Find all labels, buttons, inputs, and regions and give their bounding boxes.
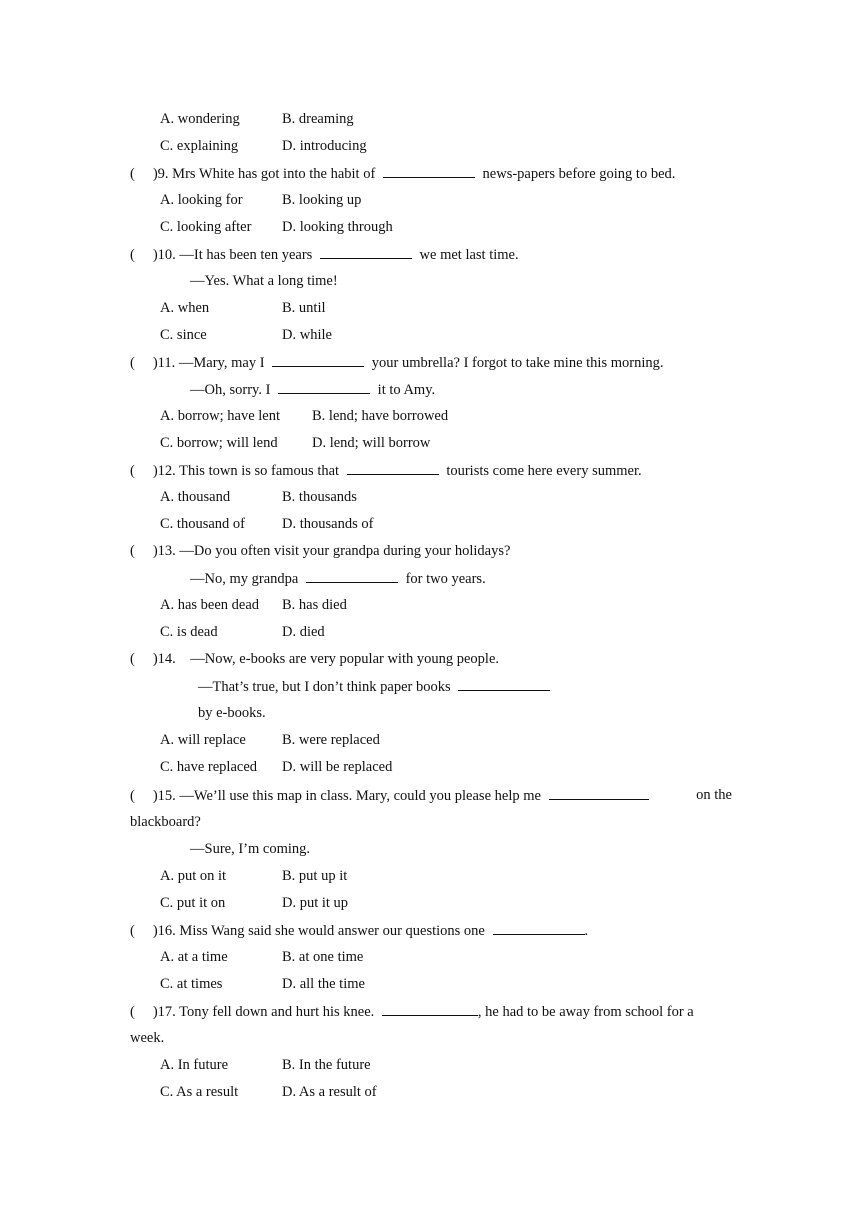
option-a: A. put on it (160, 868, 227, 884)
question-text: on the (696, 787, 732, 803)
question-12-stem (130, 461, 642, 480)
dialogue-reply (198, 677, 554, 696)
question-text: )12. This town is so famous that (152, 463, 340, 479)
option-c: C. put it on (160, 895, 226, 911)
option-c: C. looking after (160, 219, 252, 235)
reply-text: —No, my grandpa (190, 571, 299, 587)
reply-text: it to Amy. (377, 382, 436, 398)
option-a: A. when (160, 300, 210, 316)
option-d: D. introducing (282, 138, 367, 154)
option-b: B. at one time (282, 949, 364, 965)
option-b: B. were replaced (282, 732, 380, 748)
answer-blank (306, 569, 398, 583)
option-b: B. lend; have borrowed (312, 408, 449, 424)
answer-blank (272, 353, 364, 367)
question-14-stem (130, 650, 499, 668)
question-11-stem (130, 353, 663, 372)
question-text: )9. Mrs White has got into the habit of (152, 166, 376, 182)
answer-paren: ( (130, 463, 135, 479)
option-c: C. explaining (160, 138, 239, 154)
option-d: D. will be replaced (282, 759, 393, 775)
option-a: A. looking for (160, 192, 243, 208)
question-15-stem (130, 786, 732, 805)
question-text: news-papers before going to bed. (482, 166, 676, 182)
question-text: )11. —Mary, may I (152, 355, 265, 371)
dialogue-reply: —Yes. What a long time! (190, 273, 338, 289)
option-b: B. until (282, 300, 326, 316)
option-c: C. borrow; will lend (160, 435, 278, 451)
dialogue-reply (190, 380, 435, 399)
option-b: B. In the future (282, 1057, 371, 1073)
option-a: A. at a time (160, 949, 228, 965)
question-17-continuation: week. (130, 1030, 165, 1046)
answer-paren: ( (130, 355, 135, 371)
question-text: your umbrella? I forgot to take mine this morning. (371, 355, 664, 371)
answer-blank (382, 1002, 478, 1016)
option-a: A. has been dead (160, 597, 260, 613)
question-text: , he had to be away from school for a (477, 1004, 694, 1020)
option-d: D. lend; will borrow (312, 435, 431, 451)
question-text: )14. —Now, e-books are very popular with young people. (152, 651, 500, 667)
option-a: A. borrow; have lent (160, 408, 280, 424)
question-10-stem (130, 245, 519, 264)
option-b: B. has died (282, 597, 347, 613)
answer-paren: ( (130, 543, 135, 559)
option-d: D. died (282, 624, 325, 640)
question-text: tourists come here every summer. (446, 463, 642, 479)
answer-blank (320, 245, 412, 259)
reply-text: —That’s true, but I don’t think paper books (198, 679, 451, 695)
option-c: C. As a result (160, 1084, 239, 1100)
dialogue-reply-continuation: by e-books. (198, 705, 266, 721)
answer-blank (347, 461, 439, 475)
question-9-stem (130, 164, 675, 183)
question-13-stem (130, 542, 510, 560)
option-d: D. As a result of (282, 1084, 377, 1100)
answer-blank (493, 921, 585, 935)
question-text: )17. Tony fell down and hurt his knee. (152, 1004, 375, 1020)
option-d: D. put it up (282, 895, 349, 911)
question-text: )16. Miss Wang said she would answer our questions one (152, 923, 485, 939)
option-b: B. dreaming (282, 111, 354, 127)
dialogue-reply: —Sure, I’m coming. (190, 841, 311, 857)
question-15-continuation: blackboard? (130, 814, 201, 830)
question-17-stem (130, 1002, 732, 1021)
answer-paren: ( (130, 788, 135, 804)
option-c: C. since (160, 327, 207, 343)
answer-paren: ( (130, 1004, 135, 1020)
question-text: we met last time. (419, 247, 519, 263)
answer-paren: ( (130, 166, 135, 182)
question-text: . (584, 923, 589, 939)
answer-blank (458, 677, 550, 691)
question-text: )10. —It has been ten years (152, 247, 313, 263)
option-d: D. thousands of (282, 516, 374, 532)
option-a: A. wondering (160, 111, 240, 127)
question-16-stem (130, 921, 588, 940)
option-d: D. looking through (282, 219, 393, 235)
option-c: C. have replaced (160, 759, 258, 775)
answer-blank (383, 164, 475, 178)
option-a: A. In future (160, 1057, 229, 1073)
option-b: B. thousands (282, 489, 357, 505)
option-a: A. thousand (160, 489, 231, 505)
answer-paren: ( (130, 651, 135, 667)
option-d: D. while (282, 327, 332, 343)
option-a: A. will replace (160, 732, 246, 748)
option-d: D. all the time (282, 976, 365, 992)
dialogue-reply (190, 569, 486, 588)
reply-text: for two years. (405, 571, 486, 587)
answer-paren: ( (130, 247, 135, 263)
question-text: )13. —Do you often visit your grandpa during your holidays? (152, 543, 511, 559)
option-b: B. looking up (282, 192, 362, 208)
answer-blank (278, 380, 370, 394)
option-c: C. is dead (160, 624, 218, 640)
answer-paren: ( (130, 923, 135, 939)
option-b: B. put up it (282, 868, 348, 884)
reply-text: —Oh, sorry. I (190, 382, 271, 398)
option-c: C. at times (160, 976, 223, 992)
answer-blank (549, 786, 649, 800)
option-c: C. thousand of (160, 516, 245, 532)
question-text: )15. —We’ll use this map in class. Mary, could you please help me (152, 788, 541, 804)
